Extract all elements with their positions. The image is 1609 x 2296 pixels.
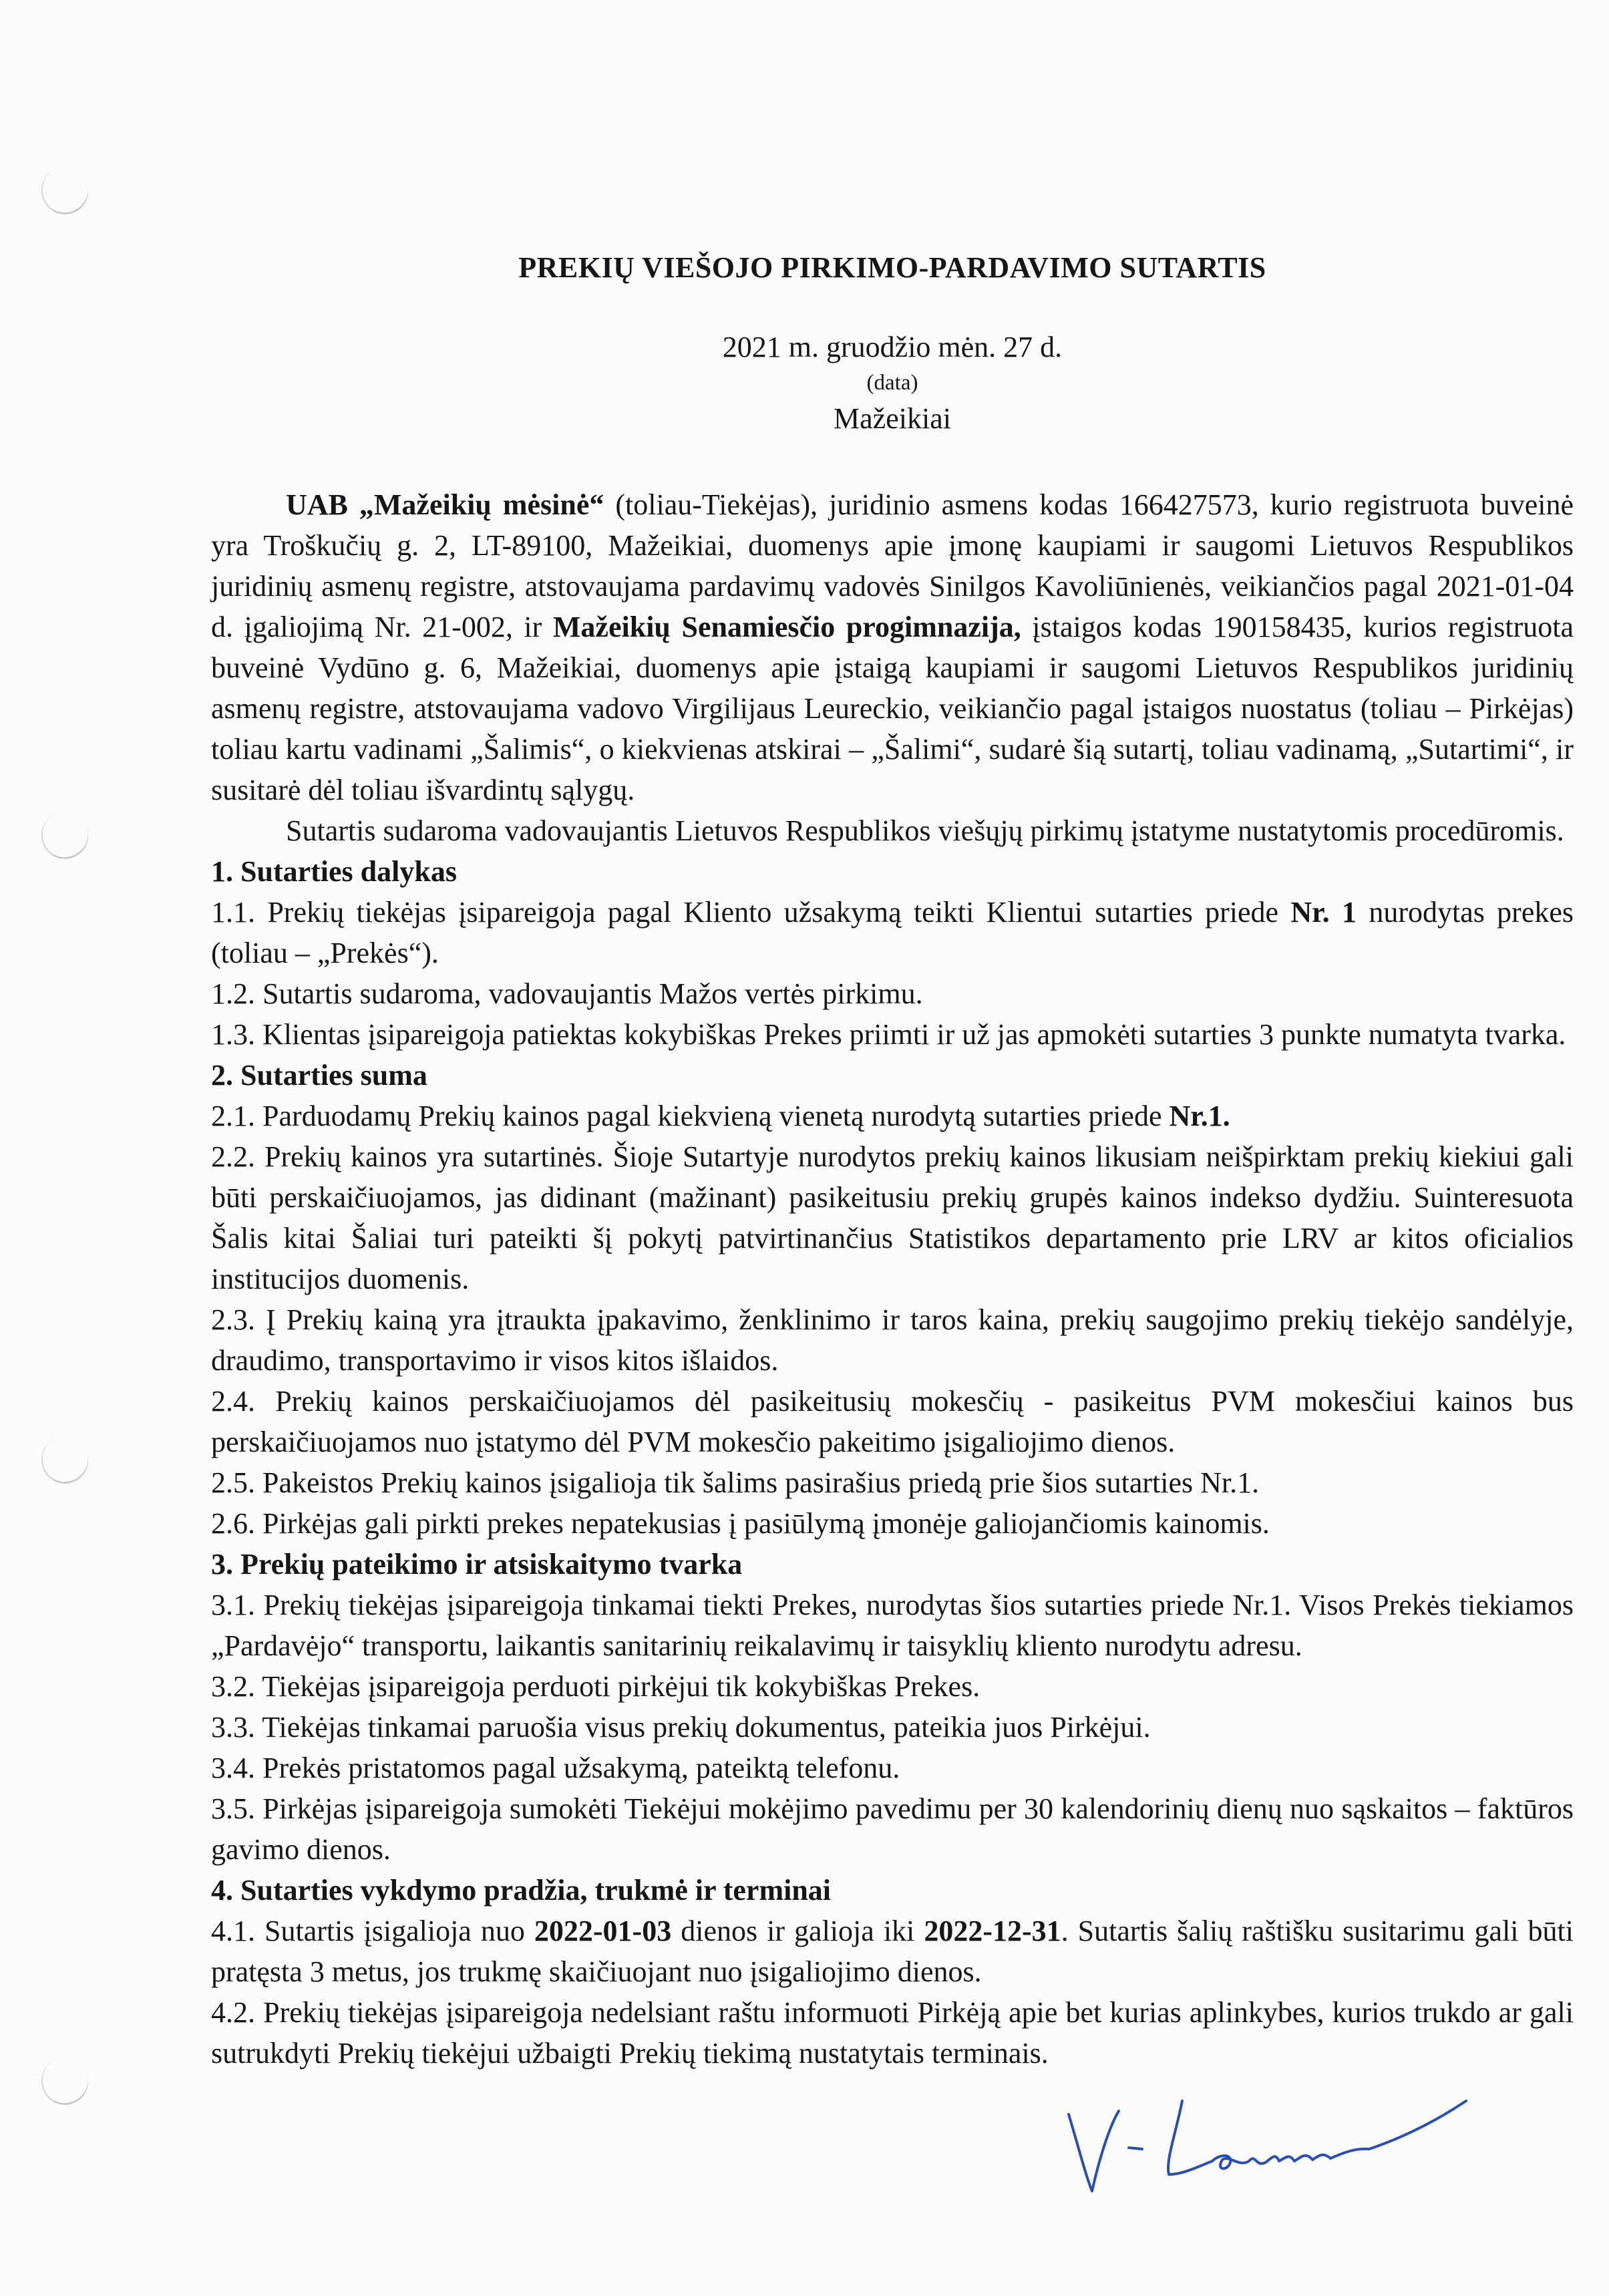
clause-4-1 [211,1911,1574,1992]
section-4-heading: 4. Sutarties vykdymo pradžia, trukmė ir terminai [211,1874,832,1907]
punch-hole-mark [35,1430,95,1490]
date-caption: (data) [866,371,918,395]
punch-hole-mark [35,160,95,221]
intro-paragraph: Sutartis sudaroma vadovaujantis Lietuvos Respublikos viešųjų pirkimų įstatyme nustatytomis procedūromis. [286,814,1564,847]
clause-4-1-text: 4.1. Sutartis įsigalioja nuo [211,1915,534,1947]
contract-page [211,247,1574,2074]
section-3-heading: 3. Prekių pateikimo ir atsiskaitymo tvarka [211,1548,743,1581]
parties-paragraph [211,484,1574,810]
clause-3-4: 3.4. Prekės pristatomos pagal užsakymą, pateiktą telefonu. [211,1752,900,1784]
punch-hole-mark [35,2051,95,2112]
clause-4-1-text-end: . Sutartis šalių raštišku susitarimu gali būti pratęsta 3 metus, jos trukmę skaičiuojant nuo įsigaliojimo dienos. [211,1915,1574,1988]
parties-text-2: įstaigos kodas 190158435, kurios registruota buveinė Vydūno g. 6, Mažeikiai, duomenys apie įstaigą kaupiami ir saugomi Lietuvos Respublikos juridinių asmenų registre, atstovaujama vadovo Virgilijaus Leureckio, veikiančio pagal įstaigos nuostatus (toliau – Pirkėjas) toliau kartu vadinami „Šalimis“, o kiekvienas atskirai – „Šalimi“, sudarė šią sutartį, toliau vadinamą, „Sutartimi“, ir susitarė dėl toliau išvardintų sąlygų. [211,611,1574,806]
clause-3-5: 3.5. Pirkėjas įsipareigoja sumokėti Tiekėjui mokėjimo pavedimu per 30 kalendorinių dienų nuo sąskaitos – faktūros gavimo dienos. [211,1792,1574,1866]
clause-4-2: 4.2. Prekių tiekėjas įsipareigoja nedelsiant raštu informuoti Pirkėją apie bet kurias aplinkybes, kurios trukdo ar gali sutrukdyti Prekių tiekėjui užbaigti Prekių tiekimą nustatytais terminais. [211,1996,1574,2070]
clause-2-2: 2.2. Prekių kainos yra sutartinės. Šioje Sutartyje nurodytos prekių kainos likusiam neišpirktam prekių kiekiui gali būti perskaičiuojamos, jas didinant (mažinant) pasikeitusiu prekių grupės kainos indekso dydžiu. Suinteresuota Šalis kitai Šaliai turi pateikti šį pokytį patvirtinančius Statistikos departamento prie LRV ar kitos oficialios institucijos duomenis. [211,1140,1574,1295]
clause-2-5: 2.5. Pakeistos Prekių kainos įsigalioja tik šalims pasirašius priedą prie šios sutarties Nr.1. [211,1466,1260,1499]
clause-1-1 [211,892,1574,973]
clause-2-3: 2.3. Į Prekių kainą yra įtraukta įpakavimo, ženklinimo ir taros kaina, prekių saugojimo prekių tiekėjo sandėlyje, draudimo, transportavimo ir visos kitos išlaidos. [211,1303,1574,1377]
clause-1-3: 1.3. Klientas įsipareigoja patiektas kokybiškas Prekes priimti ir už jas apmokėti sutarties 3 punkte numatyta tvarka. [211,1018,1566,1051]
section-2-heading: 2. Sutarties suma [211,1059,427,1092]
clause-3-3: 3.3. Tiekėjas tinkamai paruošia visus prekių dokumentus, pateikia juos Pirkėjui. [211,1711,1151,1744]
clause-3-2: 3.2. Tiekėjas įsipareigoja perduoti pirkėjui tik kokybiškas Prekes. [211,1670,980,1703]
document-title: PREKIŲ VIEŠOJO PIRKIMO-PARDAVIMO SUTARTIS [518,251,1266,284]
handwritten-signature [1055,2074,1483,2208]
clause-1-2: 1.2. Sutartis sudaroma, vadovaujantis Mažos vertės pirkimu. [211,977,923,1010]
clause-2-1 [211,1096,1574,1136]
end-date: 2022-12-31 [924,1915,1061,1947]
clause-2-1-annex: Nr.1. [1169,1100,1230,1132]
document-date: 2021 m. gruodžio mėn. 27 d. [722,331,1063,363]
clause-2-6: 2.6. Pirkėjas gali pirkti prekes nepatekusias į pasiūlymą įmonėje galiojančiomis kainomis. [211,1507,1270,1540]
document-place: Mažeikiai [834,402,951,435]
clause-3-1: 3.1. Prekių tiekėjas įsipareigoja tinkamai tiekti Prekes, nurodytas šios sutarties priede Nr.1. Visos Prekės tiekiamos „Pardavėjo“ transportu, laikantis sanitarinių reikalavimų ir taisyklių kliento nurodytu adresu. [211,1589,1574,1662]
parties-text-1: (toliau-Tiekėjas), juridinio asmens kodas 166427573, kurio registruota buveinė yra Troškučių g. 2, LT-89100, Mažeikiai, duomenys apie įmonę kaupiami ir saugomi Lietuvos Respublikos juridinių asmenų registre, atstovaujama pardavimų vadovės Sinilgos Kavoliūnienės, veikiančios pagal 2021-01-04 d. įgaliojimą Nr. 21-002, ir [211,488,1574,643]
buyer-name: Mažeikių Senamiesčio progimnazija, [552,611,1021,643]
clause-2-4: 2.4. Prekių kainos perskaičiuojamos dėl pasikeitusių mokesčių - pasikeitus PVM mokesčiui kainos bus perskaičiuojamos nuo įstatymo dėl PVM mokesčio pakeitimo įsigaliojimo dienos. [211,1385,1574,1458]
punch-hole-mark [35,805,95,866]
section-1-heading: 1. Sutarties dalykas [211,855,457,888]
clause-1-1-text-end: nurodytas prekes (toliau – „Prekės“). [211,896,1574,969]
start-date: 2022-01-03 [534,1915,672,1947]
supplier-name: UAB „Mažeikių mėsinė“ [286,488,604,521]
clause-1-1-text: 1.1. Prekių tiekėjas įsipareigoja pagal Kliento užsakymą teikti Klientui sutarties priede [211,896,1291,929]
clause-4-1-text-mid: dienos ir galioja iki [671,1915,924,1947]
clause-1-1-annex: Nr. 1 [1290,896,1357,929]
clause-2-1-text: 2.1. Parduodamų Prekių kainos pagal kiekvieną vienetą nurodytą sutarties priede [211,1100,1170,1132]
